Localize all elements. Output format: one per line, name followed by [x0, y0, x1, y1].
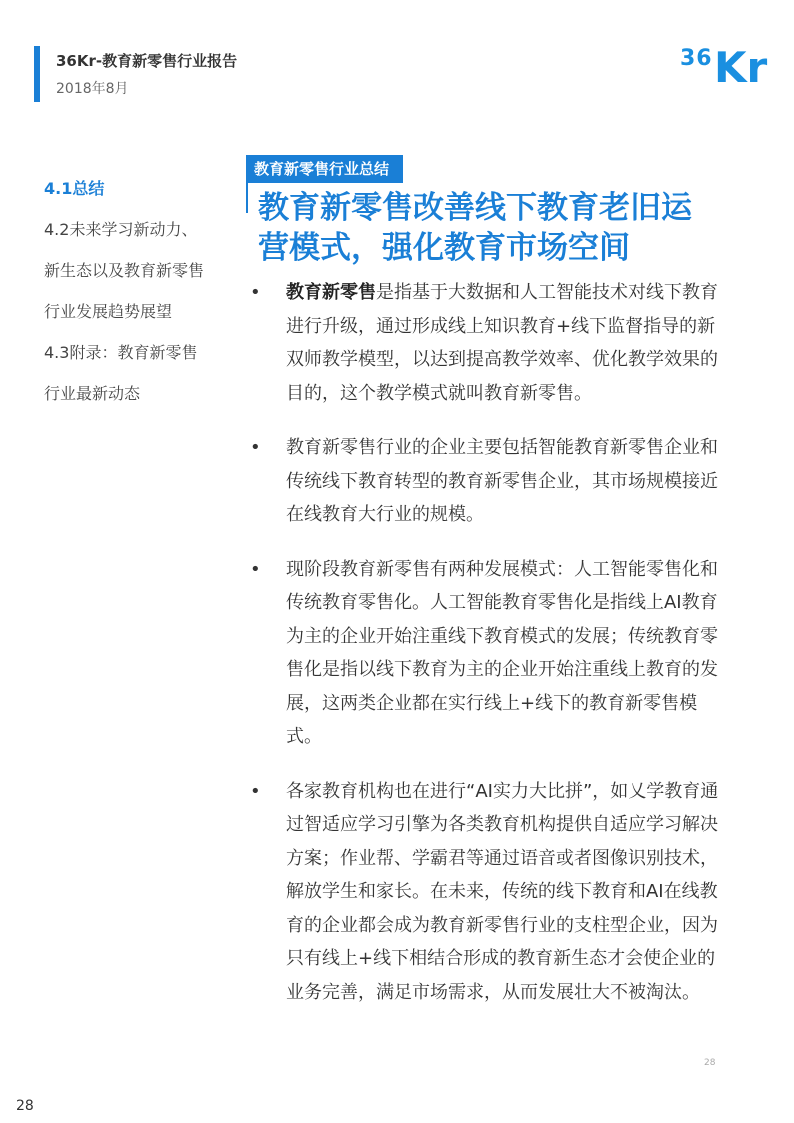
report-date: 2018年8月 [56, 81, 129, 97]
bullet-dot: • [250, 437, 261, 458]
bullet-item [250, 553, 728, 754]
bullet-item [250, 775, 728, 1010]
page-number: 28 [16, 1098, 34, 1114]
inner-page-number: 28 [704, 1058, 716, 1068]
bullet-text: 现阶段教育新零售有两种发展模式：人工智能零售化和传统教育零售化。人工智能教育零售化是指线上AI教育为主的企业开始注重线下教育模式的发展；传统教育零售化是指以线下教育为主的企业开始注重线上教育的发展，这两类企业都在实行线上+线下的教育新零售模式。 [286, 558, 718, 747]
bullet-bold-term: 教育新零售 [286, 282, 376, 303]
page-headline [258, 188, 728, 268]
toc-item-4-1[interactable]: 4.1总结 [44, 179, 105, 198]
bullet-text: 各家教育机构也在进行“AI实力大比拼”，如乂学教育通过智适应学习引擎为各类教育机构提供自适应学习解决方案；作业帮、学霸君等通过语音或者图像识别技术，解放学生和家长。在未来，传统的线下教育和AI在线教育的企业都会成为教育新零售行业的支柱型企业，因为只有线上+线下相结合形成的教育新生态才会使企业的业务完善，满足市场需求，从而发展壮大不被淘汰。 [286, 780, 719, 1003]
toc-item-4-2-cont[interactable]: 新生态以及教育新零售 [44, 261, 205, 280]
headline-line-2: 营模式，强化教育市场空间 [258, 230, 630, 266]
bullet-text: 教育新零售行业的企业主要包括智能教育新零售企业和传统线下教育转型的教育新零售企业，其市场规模接近在线教育大行业的规模。 [286, 437, 718, 525]
toc-item-4-2-cont2[interactable]: 行业发展趋势展望 [44, 302, 173, 321]
header-accent-bar [34, 46, 40, 102]
toc-item-4-3[interactable]: 4.3附录：教育新零售 [44, 343, 198, 362]
headline-accent-line [246, 183, 248, 213]
toc-item-4-2[interactable]: 4.2未来学习新动力、 [44, 220, 198, 239]
table-of-contents [44, 168, 234, 414]
bullet-item [250, 431, 728, 532]
section-tag: 教育新零售行业总结 [246, 155, 403, 183]
report-title: 36Kr-教育新零售行业报告 [56, 52, 238, 70]
headline-line-1: 教育新零售改善线下教育老旧运 [258, 190, 692, 226]
toc-item-4-3-cont[interactable]: 行业最新动态 [44, 384, 141, 403]
bullet-dot: • [250, 780, 261, 802]
bullet-item [250, 276, 728, 410]
bullet-dot: • [250, 282, 261, 303]
bullet-list [250, 276, 728, 1030]
bullet-text: 是指基于大数据和人工智能技术对线下教育进行升级，通过形成线上知识教育+线下监督指导的新双师教学模型，以达到提高教学效率、优化教学效果的目的，这个教学模式就叫教育新零售。 [286, 282, 718, 404]
logo-number: 36 [680, 46, 713, 71]
36kr-logo [680, 38, 770, 94]
bullet-dot: • [250, 558, 261, 580]
logo-text: Kr [714, 43, 768, 92]
